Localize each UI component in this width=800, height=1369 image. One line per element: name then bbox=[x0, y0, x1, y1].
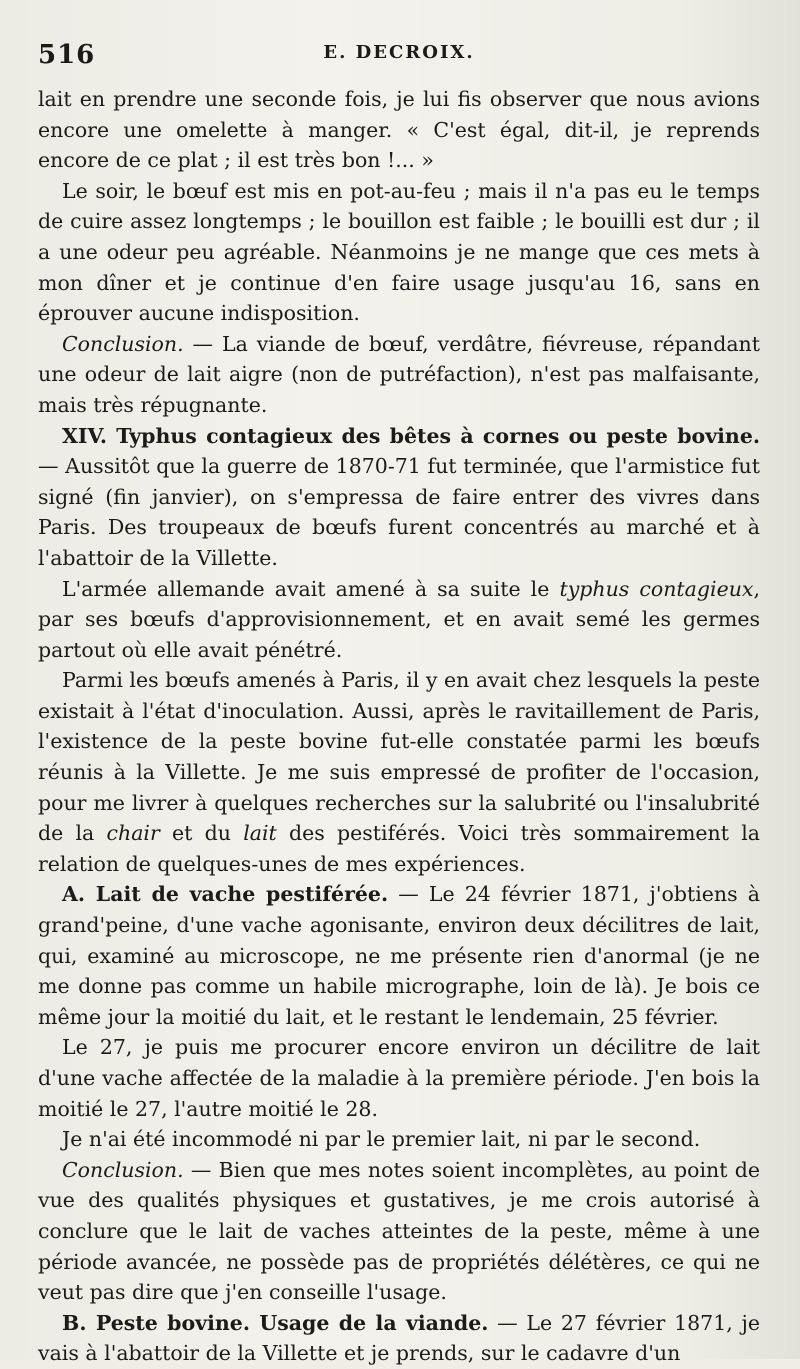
paragraph bbox=[38, 1124, 760, 1155]
italic-text: Conclusion. bbox=[62, 1157, 184, 1182]
paragraph-text: lait en prendre une seconde fois, je lui fis observer que nous avions encore une omelette à manger. « C'est égal, dit-il, je reprends encore de ce plat ; il est très bon !... » bbox=[38, 87, 760, 173]
section-heading: B. Peste bovine. Usage de la viande. bbox=[62, 1310, 489, 1335]
paragraph bbox=[38, 329, 760, 421]
paragraph-text: — Le 27 février 1871, je vais à l'abattoir de la Villette et je prends, sur le cadavre d'un bbox=[38, 1310, 760, 1366]
paragraph-text: Je n'ai été incommodé ni par le premier lait, ni par le second. bbox=[62, 1127, 701, 1152]
italic-text: lait bbox=[243, 821, 277, 846]
paragraph bbox=[38, 1308, 760, 1369]
paragraph-text: — Bien que mes notes soient incomplètes, au point de vue des qualités physiques et gustatives, je me crois autorisé à conclure que le lait de vaches atteintes de la peste, même à une période avancée, ne possède pas de propriétés délétères, ce qui ne veut pas dire que j'en conseille l'usage. bbox=[38, 1157, 760, 1305]
paragraph-text: L'armée allemande avait amené à sa suite le bbox=[62, 576, 560, 601]
italic-text: Conclusion. bbox=[62, 331, 184, 356]
paragraph-text: — Le 24 février 1871, j'obtiens à grand'peine, d'une vache agonisante, environ deux décilitres de lait, qui, examiné au microscope, ne me présente rien d'anormal (je ne me donne pas comme un habile micrographe, loin de là). Je bois ce même jour la moitié du lait, et le restant le lendemain, 25 février. bbox=[38, 882, 760, 1029]
running-head: E. DECROIX. bbox=[323, 42, 475, 63]
paragraph-text: Le soir, le bœuf est mis en pot-au-feu ; mais il n'a pas eu le temps de cuire assez longtemps ; le bouillon est faible ; le bouilli est dur ; il a une odeur peu agréable. Néanmoins je ne mange que ces mets à mon dîner et je continue d'en faire usage jusqu'au 16, sans en éprouver aucune indisposition. bbox=[38, 178, 760, 326]
paragraph-text: Parmi les bœufs amenés à Paris, il y en avait chez lesquels la peste existait à l'état d'inoculation. Aussi, après le ravitaillement de Paris, l'existence de la peste bovine fut-elle constatée parmi les bœufs réunis à la Villette. Je me suis empressé de profiter de l'occasion, pour me livrer à quelques recherches sur la salubrité ou l'insalubrité de la bbox=[38, 668, 761, 846]
paragraph bbox=[38, 421, 760, 574]
body-text bbox=[38, 84, 760, 1369]
section-heading: A. Lait de vache pestiférée. bbox=[62, 882, 389, 907]
paragraph bbox=[38, 84, 760, 176]
paragraph bbox=[38, 176, 760, 329]
paragraph-text: — Aussitôt que la guerre de 1870-71 fut terminée, que l'armistice fut signé (fin janvier), on s'empressa de faire entrer des vivres dans Paris. Des troupeaux de bœufs furent concentrés au marché et à l'abattoir de la Villette. bbox=[38, 454, 760, 570]
paragraph bbox=[38, 1032, 760, 1124]
paragraph bbox=[38, 1155, 760, 1308]
paragraph bbox=[38, 574, 760, 666]
italic-text: chair bbox=[106, 821, 160, 846]
section-heading: XIV. Typhus contagieux des bêtes à cornes ou peste bovine. bbox=[62, 423, 760, 448]
italic-text: typhus contagieux bbox=[559, 576, 754, 601]
paragraph-text: des pestiférés. Voici très sommairement la relation de quelques-unes de mes expériences. bbox=[38, 821, 760, 876]
paragraph bbox=[38, 879, 760, 1032]
page-number: 516 bbox=[38, 40, 96, 70]
paragraph bbox=[38, 665, 760, 879]
paragraph-text: Le 27, je puis me procurer encore environ un décilitre de lait d'une vache affectée de la maladie à la première période. J'en bois la moitié le 27, l'autre moitié le 28. bbox=[38, 1035, 760, 1121]
paragraph-text: et du bbox=[159, 821, 244, 846]
paragraph-text: , par ses bœufs d'approvisionnement, et en avait semé les germes partout où elle avait pénétré. bbox=[38, 576, 760, 662]
paragraph-text: — La viande de bœuf, verdâtre, fiévreuse, répandant une odeur de lait aigre (non de putréfaction), n'est pas malfaisante, mais très répugnante. bbox=[38, 331, 760, 417]
page-header bbox=[38, 36, 760, 76]
